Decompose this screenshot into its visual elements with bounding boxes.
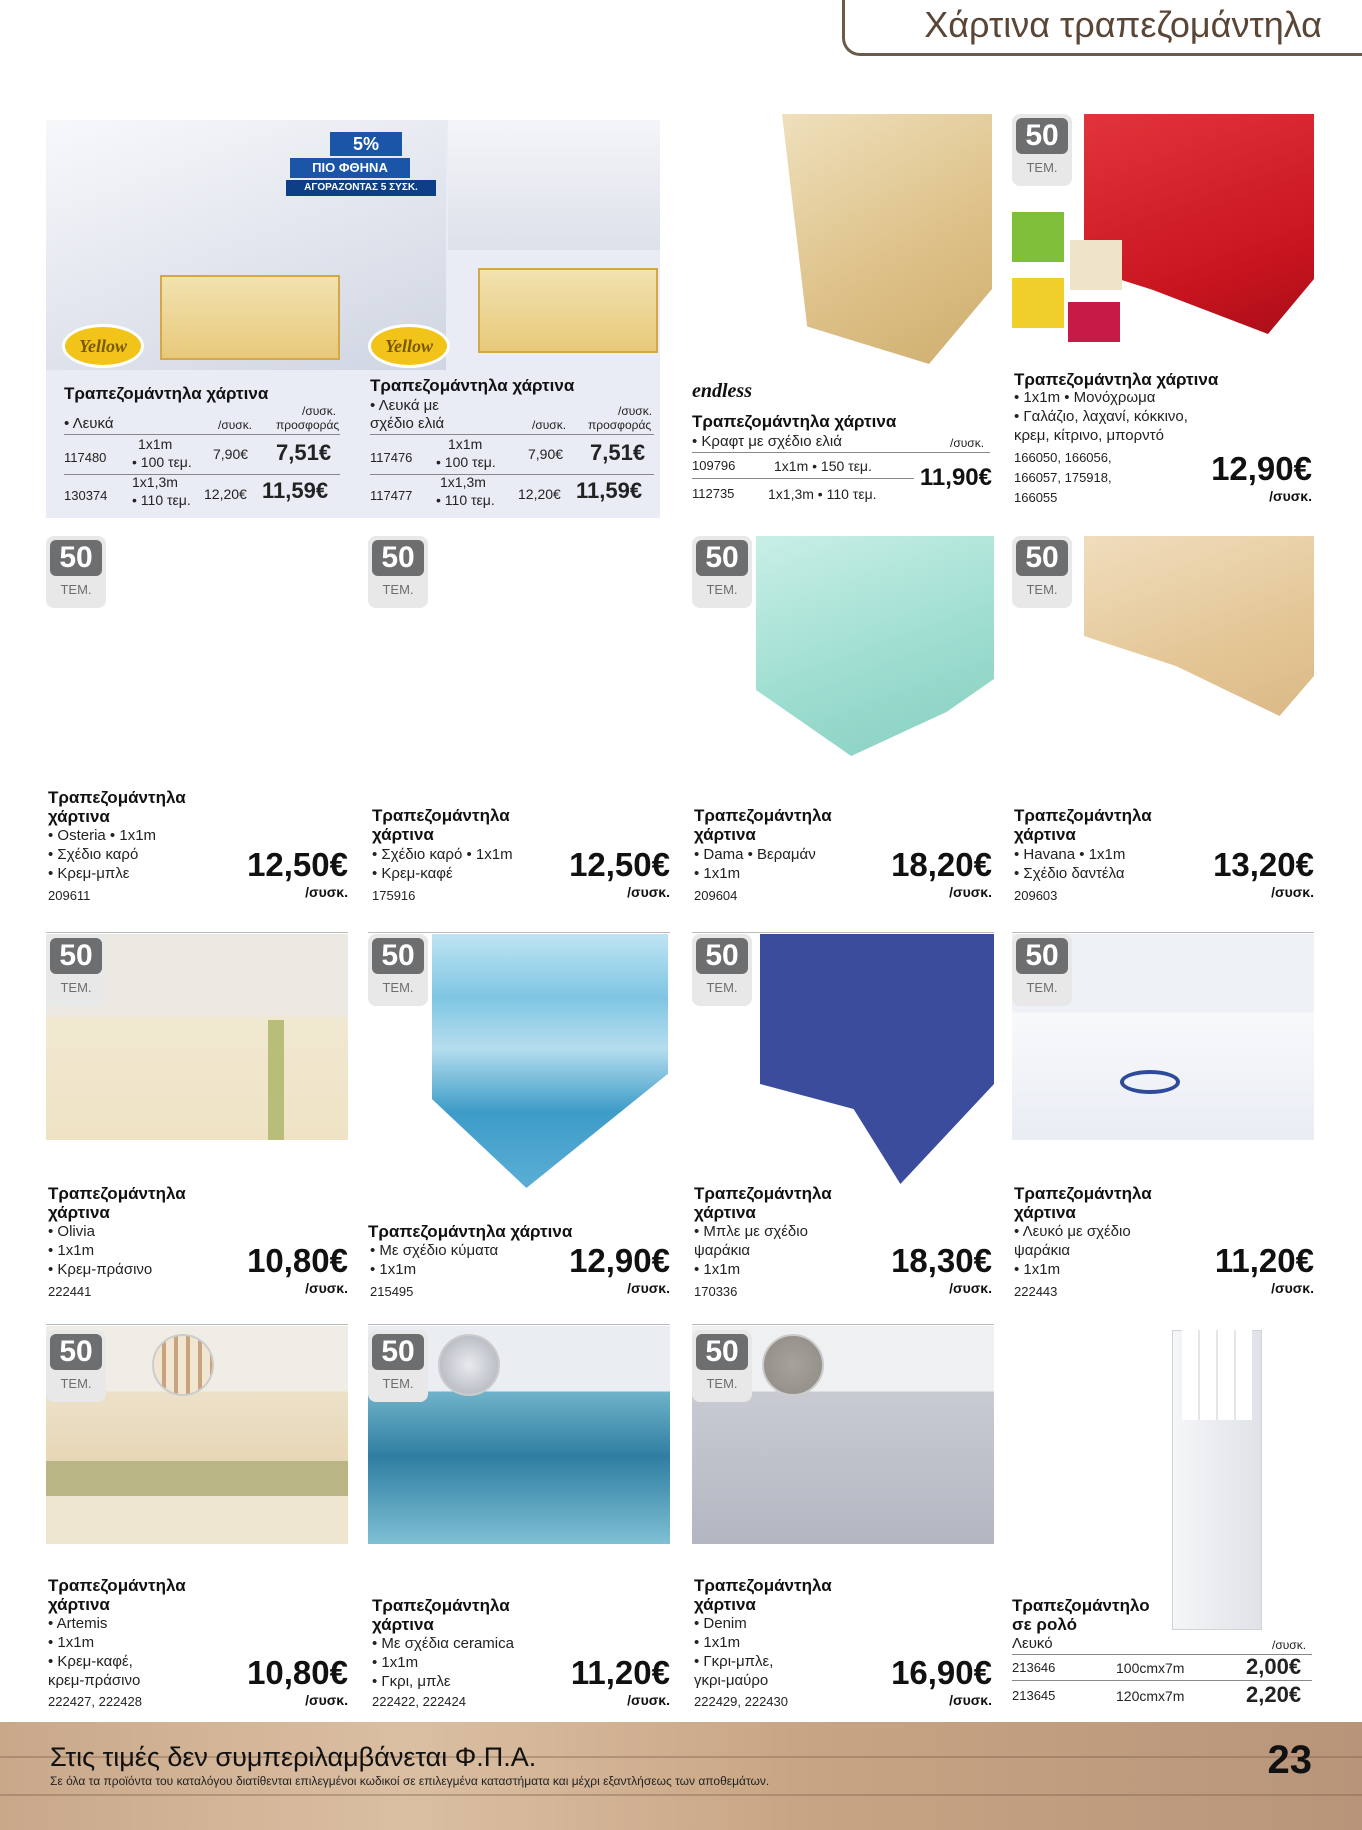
product-desc: • Κρεμ-μπλε	[48, 865, 130, 882]
product-desc: • 1x1m	[694, 1261, 741, 1278]
product-desc: • Osteria • 1x1m	[48, 827, 157, 844]
price-unit: /συσκ.	[949, 1692, 992, 1708]
product-title: χάρτινα	[1014, 825, 1076, 844]
product-title: Τραπεζομάντηλα	[48, 1576, 186, 1595]
product-desc: • Artemis	[48, 1615, 108, 1632]
promo-percent: 5%	[330, 132, 402, 156]
pack-badge	[1012, 114, 1072, 186]
product-title: Τραπεζομάντηλα	[1014, 1184, 1152, 1203]
page-number: 23	[1267, 1738, 1312, 1782]
promo-line2: ΑΓΟΡΑΖΟΝΤΑΣ 5 ΣΥΣΚ.	[286, 180, 436, 196]
product-title: χάρτινα	[48, 1595, 110, 1614]
product-desc: • Κρεμ-καφέ,	[48, 1653, 133, 1670]
product-title: Τραπεζομάντηλο	[1012, 1596, 1150, 1615]
product-title: χάρτινα	[694, 1595, 756, 1614]
product-title: χάρτινα	[372, 825, 434, 844]
pack-unit: ΤΕΜ.	[60, 980, 92, 995]
row-divider	[46, 1324, 348, 1325]
green-swatch	[1012, 212, 1064, 262]
product-code: 222429, 222430	[694, 1694, 788, 1709]
product-title: χάρτινα	[1014, 1203, 1076, 1222]
pack-badge	[1012, 536, 1072, 608]
product-title: χάρτινα	[48, 807, 110, 826]
col-label: /συσκ.	[532, 418, 567, 432]
product-desc: • 1x1m	[372, 1654, 419, 1671]
price-unit: /συσκ.	[305, 884, 348, 900]
regular-price: 7,90€	[528, 446, 564, 462]
product-size: 100cmx7m	[1116, 1660, 1185, 1676]
blue-fish-tablecloth-image	[760, 934, 994, 1184]
pack-count: 50	[372, 540, 424, 576]
pack-count: 50	[50, 1334, 102, 1370]
product-price: 11,20€	[570, 1654, 670, 1691]
promo-banner	[290, 128, 440, 198]
pack-count: 50	[1016, 118, 1068, 154]
product-desc: • 1x1m	[1014, 1261, 1061, 1278]
product-title: χάρτινα	[694, 825, 756, 844]
product-code: 215495	[370, 1284, 414, 1299]
product-price: 12,50€	[569, 846, 670, 883]
product-code: 117476	[370, 450, 413, 465]
pack-unit: ΤΕΜ.	[706, 1376, 738, 1391]
product-desc: • Γκρι-μπλε,	[694, 1653, 774, 1670]
pack-unit: ΤΕΜ.	[382, 1376, 414, 1391]
product-desc: • Olivia	[48, 1223, 95, 1240]
product-code: 117480	[64, 450, 107, 465]
board-line	[0, 1794, 1362, 1796]
product-size: 1x1,3m	[440, 474, 486, 490]
product-desc: • Dama • Βεραμάν	[694, 846, 816, 863]
cream-swatch	[1070, 240, 1122, 290]
product-desc: σχέδιο ελιά	[370, 415, 445, 432]
product-count: • 110 τεμ.	[436, 492, 495, 508]
product-size: 1x1,3m	[132, 474, 178, 490]
offer-price: 7,51€	[590, 440, 646, 465]
product-count: • 100 τεμ.	[436, 454, 496, 470]
regular-price: 12,20€	[204, 486, 247, 502]
product-title: Τραπεζομάντηλα	[48, 788, 186, 807]
havana-lace-tablecloth-image	[1084, 536, 1314, 736]
product-code: 213646	[1012, 1660, 1056, 1675]
product-title: Τραπεζομάντηλα	[694, 1184, 832, 1203]
roll-rolls-image	[1182, 1330, 1252, 1420]
col-label: /συσκ.	[302, 404, 337, 418]
promo-line1: ΠΙΟ ΦΘΗΝΑ	[290, 158, 410, 178]
col-label: /συσκ.	[1272, 1638, 1307, 1652]
product-desc: • Με σχέδια ceramica	[372, 1635, 514, 1652]
product-title: Τραπεζομάντηλα	[372, 806, 510, 825]
yellow-box-left	[160, 275, 340, 360]
row-divider	[368, 1324, 670, 1325]
product-desc: • Λευκό με σχέδιο	[1014, 1223, 1131, 1240]
product-desc: • Κραφτ με σχέδιο ελιά	[692, 433, 842, 450]
product-code: 209611	[48, 888, 91, 903]
regular-price: 7,90€	[213, 446, 249, 462]
product-desc: • Κρεμ-πράσινο	[48, 1261, 153, 1278]
white-fish-pattern	[1120, 1070, 1180, 1094]
pack-unit: ΤΕΜ.	[1026, 582, 1058, 597]
denim-swatch	[762, 1334, 824, 1396]
product-desc: • 1x1m • Μονόχρωμα	[1014, 389, 1156, 406]
product-price: 13,20€	[1213, 846, 1314, 883]
page-title: Χάρτινα τραπεζομάντηλα	[924, 4, 1322, 45]
pack-badge	[46, 1330, 106, 1402]
pack-count: 50	[696, 938, 748, 974]
pack-unit: ΤΕΜ.	[60, 582, 92, 597]
product-desc: • Κρεμ-καφέ	[372, 865, 453, 882]
availability-notice: Σε όλα τα προϊόντα του καταλόγου διατίθενται επιλεγμένοι κωδικοί σε επιλεγμένα καταστήματα και μέχρι εξαντλήσεως των αποθεμάτων.	[50, 1774, 770, 1788]
product-size: 1x1,3m • 110 τεμ.	[768, 486, 877, 502]
product-desc: • Σχέδιο δαντέλα	[1014, 865, 1125, 882]
product-desc: • 1x1m	[694, 1634, 741, 1651]
pack-badge	[692, 934, 752, 1006]
yellow-logo-left: Yellow	[62, 324, 144, 368]
product-code: 166055	[1014, 490, 1058, 505]
col-label: /συσκ.	[218, 418, 253, 432]
row-divider	[46, 932, 348, 933]
product-title: Τραπεζομάντηλα χάρτινα	[64, 384, 269, 403]
divider	[64, 434, 340, 435]
dama-mint-tablecloth-image	[756, 536, 994, 756]
pack-count: 50	[1016, 938, 1068, 974]
product-desc: γκρι-μαύρο	[694, 1672, 769, 1689]
pack-unit: ΤΕΜ.	[382, 582, 414, 597]
product-price: 10,80€	[247, 1654, 348, 1691]
offer-price: 11,59€	[576, 478, 643, 503]
pack-count: 50	[1016, 540, 1068, 576]
offer-price: 11,59€	[262, 478, 329, 503]
product-desc: • Λευκά	[64, 415, 114, 432]
product-title: χάρτινα	[694, 1203, 756, 1222]
pack-unit: ΤΕΜ.	[60, 1376, 92, 1391]
osteria-tablecloth-image	[114, 536, 346, 736]
olivia-leaf-pattern	[268, 1020, 284, 1140]
pack-count: 50	[372, 938, 424, 974]
price-unit: /συσκ.	[627, 1280, 670, 1296]
product-code: 213645	[1012, 1688, 1056, 1703]
pack-count: 50	[50, 540, 102, 576]
product-code: 222443	[1014, 1284, 1058, 1299]
pack-badge	[368, 934, 428, 1006]
pack-unit: ΤΕΜ.	[1026, 980, 1058, 995]
product-code: 209603	[1014, 888, 1058, 903]
product-desc: • 1x1m	[370, 1261, 417, 1278]
pack-count: 50	[696, 1334, 748, 1370]
price-unit: /συσκ.	[305, 1692, 348, 1708]
bordeaux-swatch	[1068, 302, 1120, 342]
kraft-olive-tablecloth-image	[782, 114, 992, 364]
product-code: 166050, 166056,	[1014, 450, 1112, 465]
pack-badge	[692, 1330, 752, 1402]
product-title: Τραπεζομάντηλα χάρτινα	[1014, 370, 1219, 389]
col-label: /συσκ.	[618, 404, 653, 418]
yellow-olive-tablecloth-image	[448, 120, 660, 250]
product-title: Τραπεζομάντηλα χάρτινα	[368, 1222, 573, 1241]
product-title: Τραπεζομάντηλα χάρτινα	[692, 412, 897, 431]
yellow-logo-right: Yellow	[368, 324, 450, 368]
product-desc: • Μπλε με σχέδιο	[694, 1223, 808, 1240]
product-code: 222427, 222428	[48, 1694, 142, 1709]
product-desc: • 1x1m	[48, 1242, 95, 1259]
brown-check-tablecloth-image	[436, 536, 672, 756]
price-unit: /συσκ.	[1271, 884, 1314, 900]
product-desc: • 1x1m	[694, 865, 741, 882]
product-code: 222441	[48, 1284, 92, 1299]
vat-notice: Στις τιμές δεν συμπεριλαμβάνεται Φ.Π.Α.	[50, 1742, 537, 1772]
product-price: 18,20€	[891, 846, 992, 883]
product-price: 12,90€	[1211, 450, 1312, 487]
product-title: Τραπεζομάντηλα χάρτινα	[370, 376, 575, 395]
pack-badge	[1012, 934, 1072, 1006]
product-price: 16,90€	[891, 1654, 992, 1691]
pack-count: 50	[372, 1334, 424, 1370]
product-desc: κρεμ-πράσινο	[48, 1672, 141, 1689]
product-desc: • Havana • 1x1m	[1014, 846, 1126, 863]
price-unit: /συσκ.	[949, 1280, 992, 1296]
pack-unit: ΤΕΜ.	[706, 582, 738, 597]
product-code: 170336	[694, 1284, 738, 1299]
product-desc: • Denim	[694, 1615, 747, 1632]
product-title: Τραπεζομάντηλα	[372, 1596, 510, 1615]
pack-badge	[368, 1330, 428, 1402]
product-price: 18,30€	[891, 1242, 992, 1279]
product-title: σε ρολό	[1012, 1615, 1077, 1634]
product-code: 112735	[692, 486, 735, 501]
product-code: 109796	[692, 458, 736, 473]
divider	[1012, 1680, 1312, 1681]
product-price: 2,20€	[1246, 1682, 1302, 1707]
offer-price: 7,51€	[276, 440, 332, 465]
pack-count: 50	[696, 540, 748, 576]
product-code: 130374	[64, 488, 108, 503]
price-unit: /συσκ.	[1269, 488, 1312, 504]
product-size: 1x1m • 150 τεμ.	[774, 458, 872, 474]
pack-count: 50	[50, 938, 102, 974]
product-desc: ψαράκια	[1014, 1242, 1071, 1259]
product-desc: • Λευκά με	[370, 397, 439, 414]
waves-tablecloth-image	[432, 934, 668, 1188]
divider	[370, 474, 654, 475]
price-unit: /συσκ.	[627, 1692, 670, 1708]
product-code: 166057, 175918,	[1014, 470, 1112, 485]
product-desc: • Σχέδιο καρό	[48, 846, 139, 863]
product-title: Τραπεζομάντηλα	[1014, 806, 1152, 825]
product-title: Τραπεζομάντηλα	[48, 1184, 186, 1203]
divider	[692, 452, 990, 453]
product-code: 209604	[694, 888, 738, 903]
red-tablecloth-image	[1084, 114, 1314, 334]
product-code: 175916	[372, 888, 416, 903]
product-count: • 110 τεμ.	[132, 492, 191, 508]
product-desc: Λευκό	[1012, 1635, 1053, 1652]
price-unit: /συσκ.	[305, 1280, 348, 1296]
divider	[370, 434, 654, 435]
row-divider	[692, 1324, 994, 1325]
ceramica-swatch	[438, 1334, 500, 1396]
pack-unit: ΤΕΜ.	[382, 980, 414, 995]
pack-badge	[368, 536, 428, 608]
product-count: • 100 τεμ.	[132, 454, 192, 470]
regular-price: 12,20€	[518, 486, 561, 502]
product-desc: • Σχέδιο καρό • 1x1m	[372, 846, 513, 863]
price-unit: /συσκ.	[949, 884, 992, 900]
divider	[692, 478, 914, 479]
product-desc: • 1x1m	[48, 1634, 95, 1651]
endless-logo: endless	[692, 380, 752, 402]
product-desc: • Γκρι, μπλε	[372, 1673, 451, 1690]
product-price: 2,00€	[1246, 1654, 1302, 1679]
price-unit: /συσκ.	[1271, 1280, 1314, 1296]
product-price: 11,20€	[1214, 1242, 1314, 1279]
divider	[64, 474, 340, 475]
pack-badge	[692, 536, 752, 608]
product-size: 1x1m	[138, 436, 173, 452]
pack-badge	[46, 934, 106, 1006]
product-title: χάρτινα	[48, 1203, 110, 1222]
product-code: 117477	[370, 488, 413, 503]
pack-unit: ΤΕΜ.	[1026, 160, 1058, 175]
product-price: 12,50€	[247, 846, 348, 883]
row-divider	[368, 932, 670, 933]
product-price: 12,90€	[569, 1242, 670, 1279]
product-price: 10,80€	[247, 1242, 348, 1279]
product-size: 120cmx7m	[1116, 1688, 1185, 1704]
product-desc: κρεμ, κίτρινο, μπορντό	[1014, 427, 1164, 444]
product-code: 222422, 222424	[372, 1694, 466, 1709]
product-title: χάρτινα	[372, 1615, 434, 1634]
product-desc: • Με σχέδιο κύματα	[370, 1242, 499, 1259]
product-desc: ψαράκια	[694, 1242, 751, 1259]
yellow-swatch	[1012, 278, 1064, 328]
product-price: 11,90€	[919, 464, 992, 491]
pack-badge	[46, 536, 106, 608]
col-label: προσφοράς	[588, 418, 652, 432]
yellow-box-right	[478, 268, 658, 353]
pack-unit: ΤΕΜ.	[706, 980, 738, 995]
row-divider	[1012, 932, 1314, 933]
product-size: 1x1m	[448, 436, 483, 452]
row-divider	[692, 932, 994, 933]
artemis-swatch	[152, 1334, 214, 1396]
col-label: προσφοράς	[276, 418, 340, 432]
price-unit: /συσκ.	[627, 884, 670, 900]
product-desc: • Γαλάζιο, λαχανί, κόκκινο,	[1014, 408, 1188, 425]
product-title: Τραπεζομάντηλα	[694, 806, 832, 825]
product-title: Τραπεζομάντηλα	[694, 1576, 832, 1595]
col-label: /συσκ.	[950, 436, 985, 450]
